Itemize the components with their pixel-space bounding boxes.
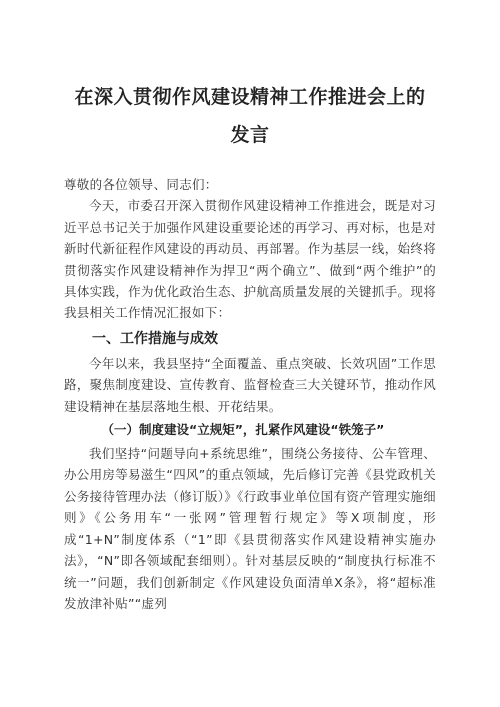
document-title-line-2: 发言 — [230, 124, 270, 146]
section-1-heading: 一、工作措施与成效 — [92, 330, 218, 347]
document-title-line-1: 在深入贯彻作风建设精神工作推进会上的 — [74, 86, 426, 108]
section-1-paragraph: 今年以来，我县坚持“全面覆盖、重点突破、长效巩固”工作思路，聚焦制度建设、宣传教育、监督检查三大关键环节，推动作风建设精神在基层落地生根、开花结果。 — [64, 355, 436, 414]
subsection-1-heading: （一）制度建设“立规矩”，扎紧作风建设“铁笼子” — [101, 422, 385, 438]
intro-paragraph: 今天，市委召开深入贯彻作风建设精神工作推进会，既是对习近平总书记关于加强作风建设重要论述的再学习、再对标，也是对新时代新征程作风建设的再动员、再部署。作为基层一线，始终将贯彻落实作风建设精神作为捍卫“两个确立”、做到“两个维护”的具体实践，作为优化政治生态、护航高质量发展的关键抓手。现将我县相关工作情况汇报如下： — [64, 198, 436, 321]
subsection-1-paragraph: 我们坚持“问题导向+系统思维”，围绕公务接待、公车管理、办公用房等易滋生“四风”的重点领域，先后修订完善《县党政机关公务接待管理办法（修订版）》《行政事业单位国有资产管理实施细则》《公务用车“一张网”管理暂行规定》等X项制度，形成“1+N”制度体系（“1”即《县贯彻落实作风建设精神实施办法》，“N”即各领域配套细则）。针对基层反映的“制度执行标准不统一”问题，我们创新制定《作风建设负面清单X条》，将“超标准发放津补贴”“虚列 — [64, 446, 436, 611]
salutation: 尊敬的各位领导、同志们： — [64, 177, 218, 192]
